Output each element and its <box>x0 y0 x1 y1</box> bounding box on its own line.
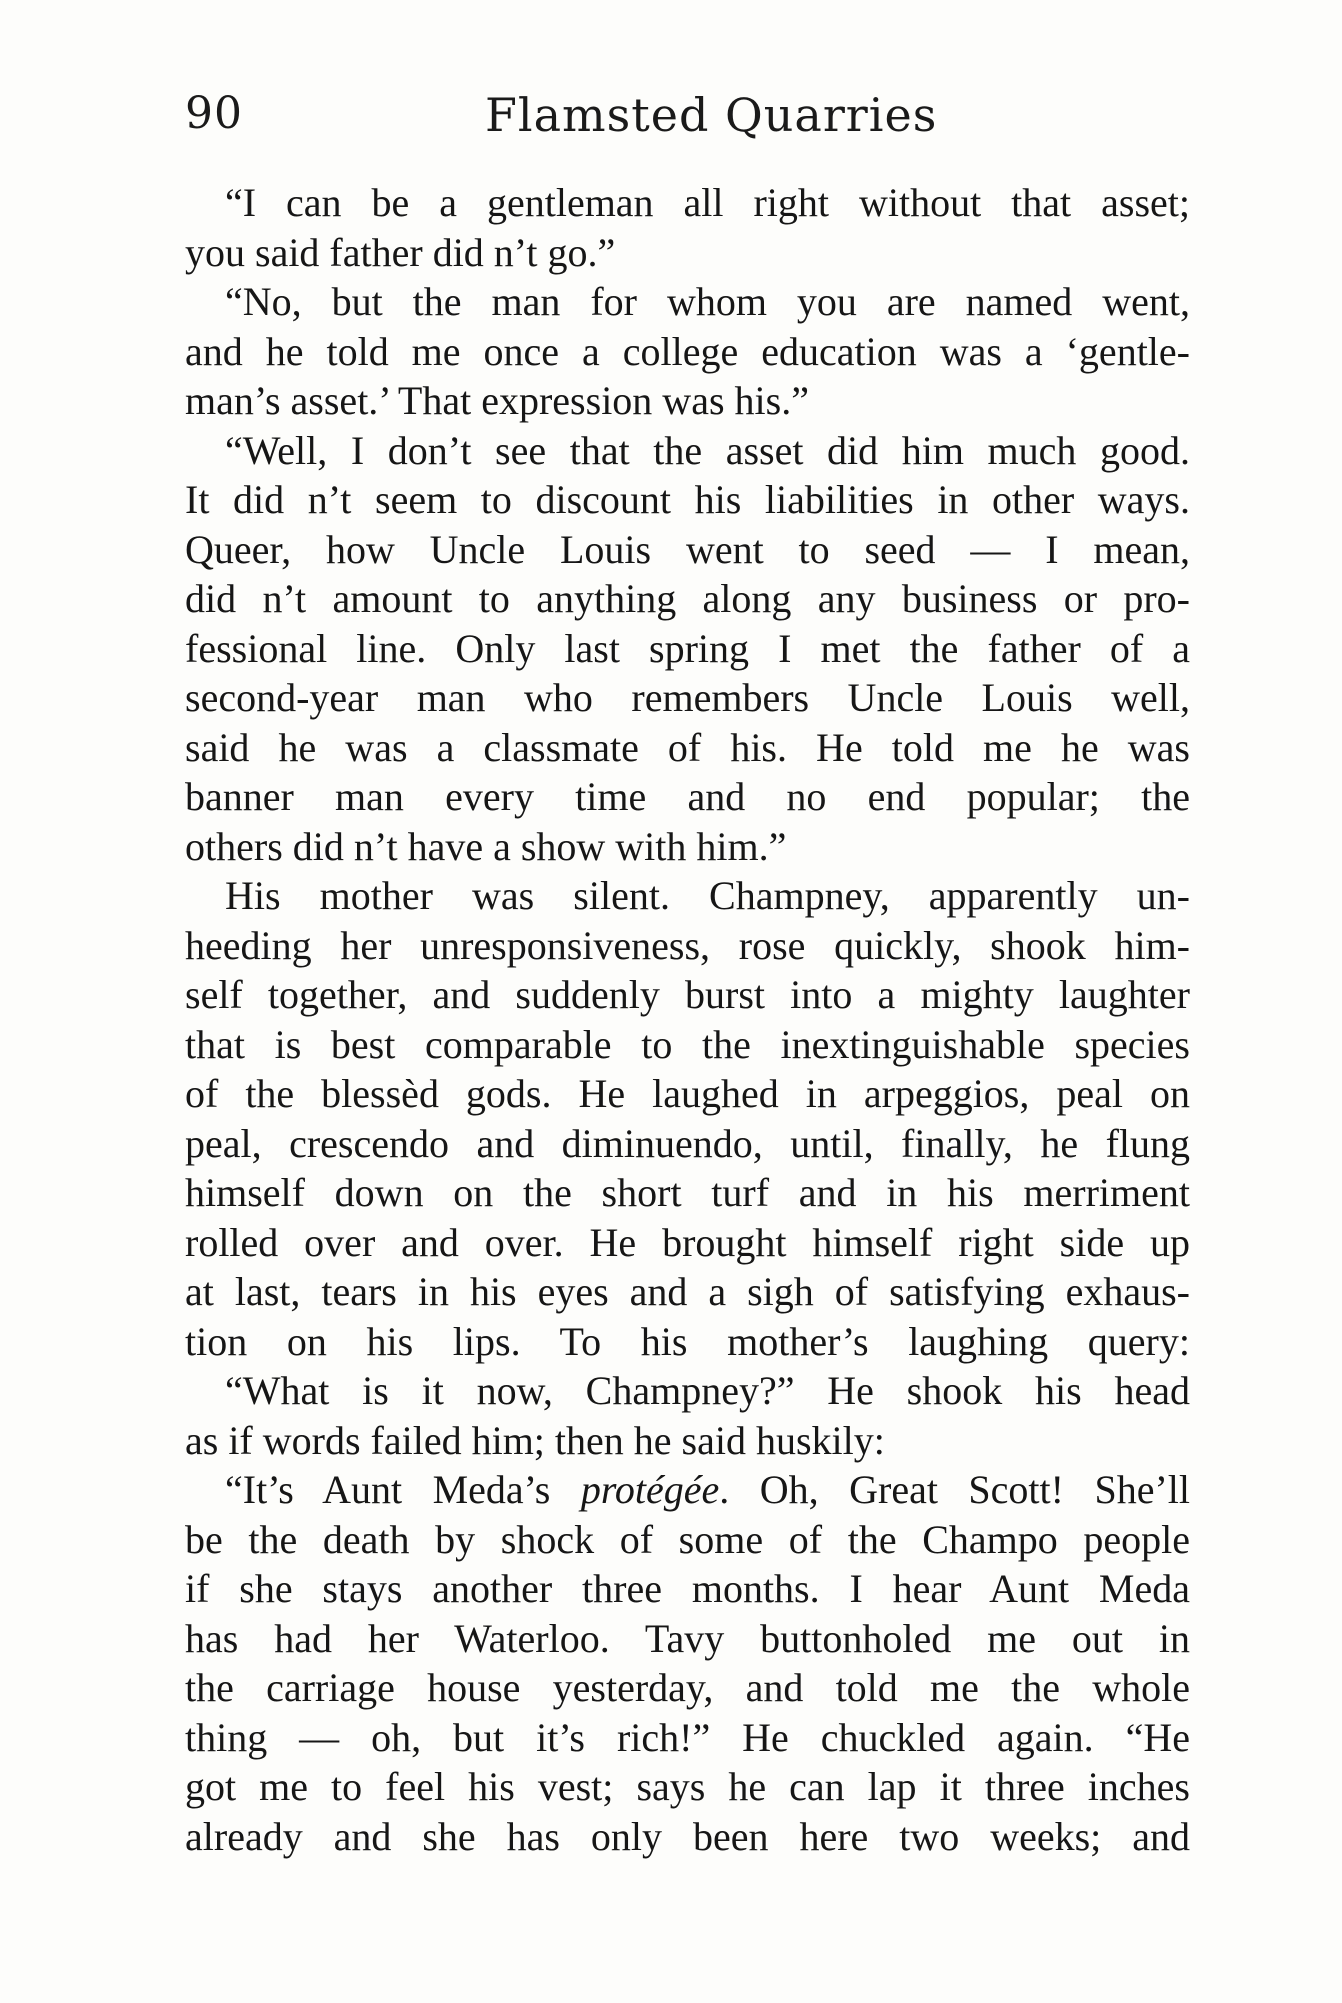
text-line: “Well, I don’t see that the asset did him much good. <box>225 427 1190 473</box>
text-line: rolled over and over. He brought himself right side up <box>185 1219 1190 1265</box>
text-line: and he told me once a college education was a ‘gentle- <box>185 328 1190 374</box>
text-line: you said father did n’t go.” <box>185 229 616 275</box>
text-line: man’s asset.’ That expression was his.” <box>185 378 809 423</box>
text-line: did n’t amount to anything along any business or pro- <box>185 576 1190 621</box>
text-line: tion on his lips. To his mother’s laughing query: <box>185 1318 1190 1364</box>
text-line: has had her Waterloo. Tavy buttonholed me out in <box>185 1615 1190 1661</box>
text-line: “What is it now, Champney?” He shook his head <box>225 1368 1190 1413</box>
text-line: banner man every time and no end popular; the <box>185 774 1190 819</box>
text-line: already and she has only been here two weeks; and <box>185 1813 1190 1859</box>
text-line: “No, but the man for whom you are named went, <box>225 279 1190 324</box>
text-line: as if words failed him; then he said huskily: <box>185 1417 885 1463</box>
body-text <box>185 178 1190 1861</box>
text-line: His mother was silent. Champney, apparently un- <box>225 873 1190 918</box>
text-line: of the blessèd gods. He laughed in arpeggios, peal on <box>185 1071 1190 1116</box>
text-line: that is best comparable to the inextinguishable species <box>185 1021 1190 1067</box>
text-line: be the death by shock of some of the Champo people <box>185 1516 1190 1562</box>
text-line: himself down on the short turf and in his merriment <box>185 1170 1190 1215</box>
text-line: thing — oh, but it’s rich!” He chuckled again. “He <box>185 1714 1190 1760</box>
text-line: “It’s Aunt Meda’s protégée. Oh, Great Scott! She’ll <box>225 1467 1190 1512</box>
text-line: the carriage house yesterday, and told me the whole <box>185 1665 1190 1710</box>
text-line: heeding her unresponsiveness, rose quickly, shook him- <box>185 922 1190 968</box>
text-line: peal, crescendo and diminuendo, until, finally, he flung <box>185 1120 1190 1166</box>
italic-word: protégée <box>580 1467 720 1512</box>
text-line: at last, tears in his eyes and a sigh of satisfying exhaus- <box>185 1269 1190 1314</box>
text-line: “I can be a gentleman all right without that asset; <box>225 180 1190 225</box>
text-line: It did n’t seem to discount his liabilities in other ways. <box>185 477 1190 522</box>
text-line: if she stays another three months. I hear Aunt Meda <box>185 1566 1190 1611</box>
text-line: fessional line. Only last spring I met the father of a <box>185 625 1190 671</box>
text-line: others did n’t have a show with him.” <box>185 823 787 869</box>
text-line: got me to feel his vest; says he can lap it three inches <box>185 1764 1190 1809</box>
text-line: second-year man who remembers Uncle Louis well, <box>185 675 1190 720</box>
running-head <box>185 88 1185 148</box>
text-line: self together, and suddenly burst into a mighty laughter <box>185 972 1190 1017</box>
text-line: Queer, how Uncle Louis went to seed — I mean, <box>185 526 1190 572</box>
text-line: said he was a classmate of his. He told me he was <box>185 724 1190 770</box>
book-title: Flamsted Quarries <box>485 88 938 142</box>
page-number: 90 <box>185 88 243 139</box>
